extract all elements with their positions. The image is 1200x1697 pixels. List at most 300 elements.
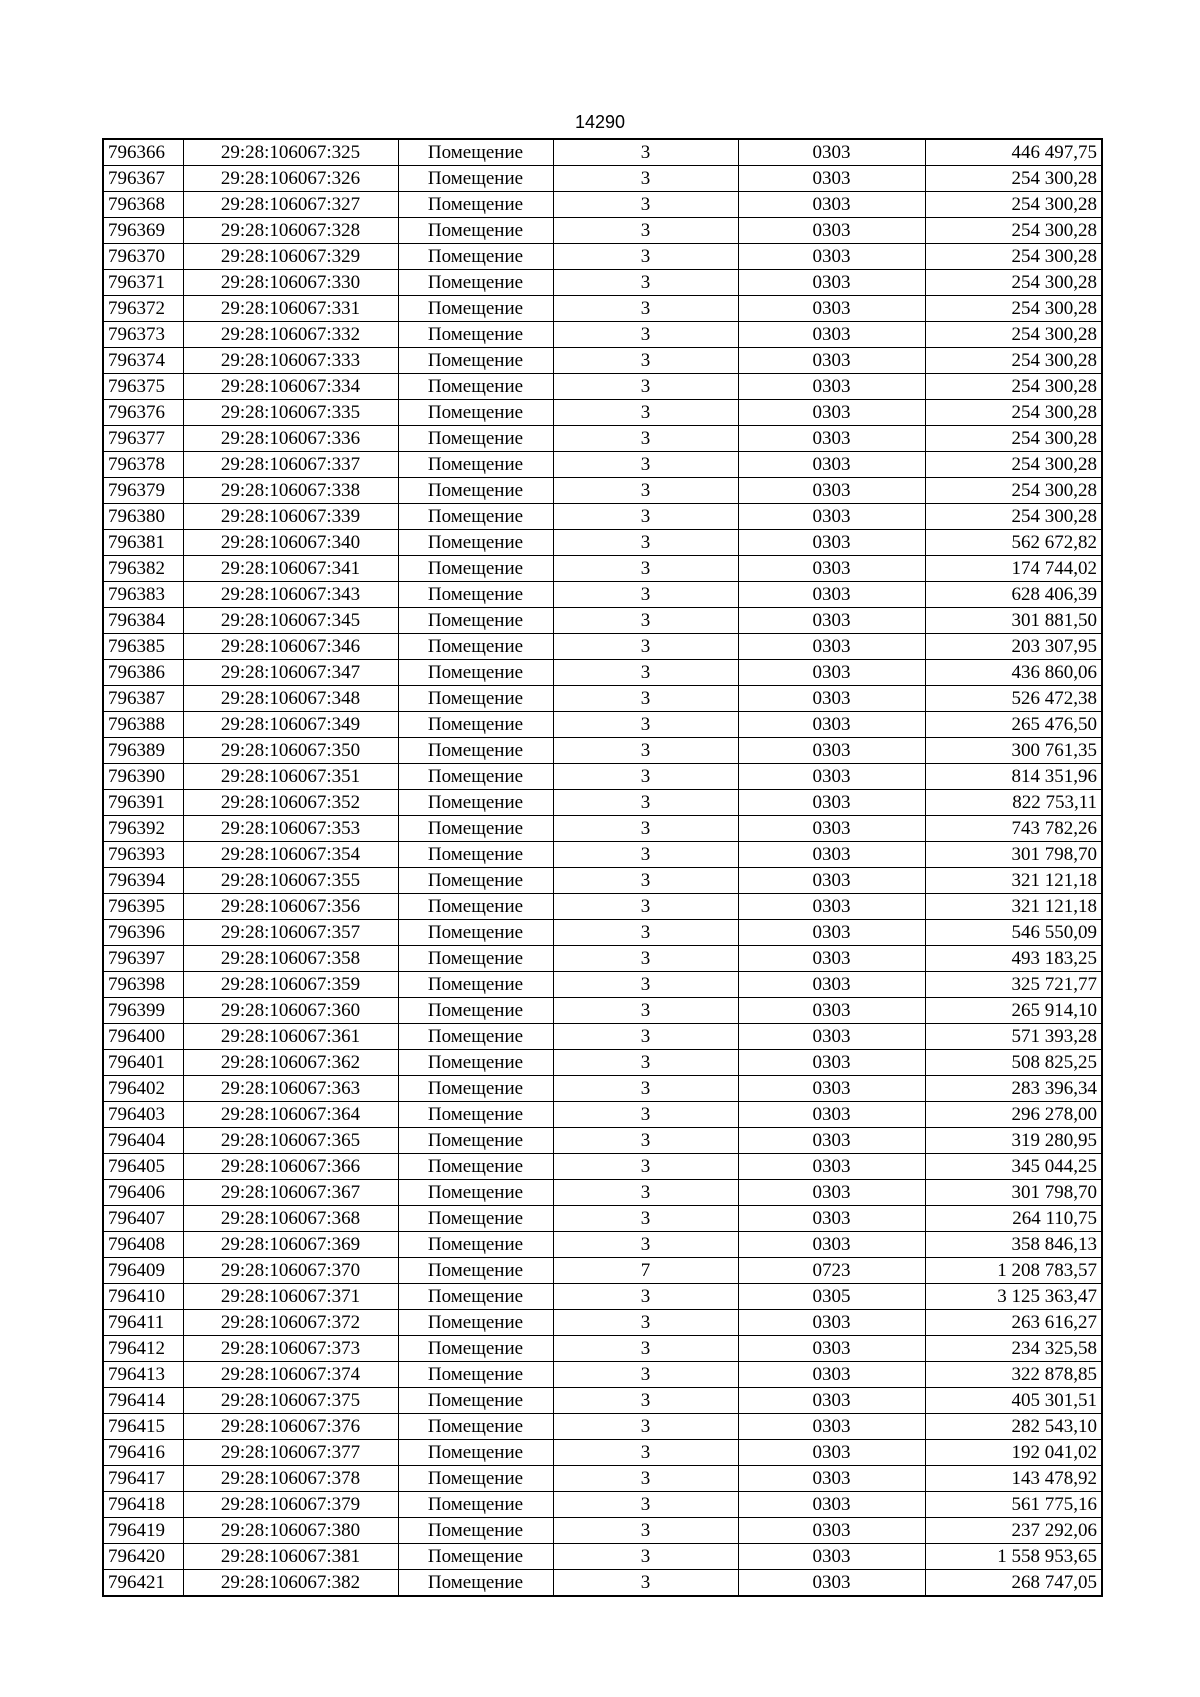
group-cell: 3 bbox=[553, 426, 738, 452]
code-cell: 0303 bbox=[738, 1414, 925, 1440]
cadastral-value-cell: 254 300,28 bbox=[925, 192, 1102, 218]
code-cell: 0303 bbox=[738, 556, 925, 582]
object-type-cell: Помещение bbox=[398, 1284, 553, 1310]
row-number-cell: 796420 bbox=[103, 1544, 183, 1570]
cadastral-value-cell: 265 476,50 bbox=[925, 712, 1102, 738]
table-row bbox=[103, 868, 1102, 894]
cadastral-number-cell: 29:28:106067:377 bbox=[183, 1440, 398, 1466]
object-type-cell: Помещение bbox=[398, 1232, 553, 1258]
object-type-cell: Помещение bbox=[398, 244, 553, 270]
cadastral-number-cell: 29:28:106067:381 bbox=[183, 1544, 398, 1570]
cadastral-value-cell: 265 914,10 bbox=[925, 998, 1102, 1024]
row-number-cell: 796405 bbox=[103, 1154, 183, 1180]
object-type-cell: Помещение bbox=[398, 1206, 553, 1232]
cadastral-value-cell: 546 550,09 bbox=[925, 920, 1102, 946]
row-number-cell: 796421 bbox=[103, 1570, 183, 1597]
cadastral-value-cell: 174 744,02 bbox=[925, 556, 1102, 582]
group-cell: 3 bbox=[553, 946, 738, 972]
object-type-cell: Помещение bbox=[398, 374, 553, 400]
object-type-cell: Помещение bbox=[398, 192, 553, 218]
cadastral-value-cell: 282 543,10 bbox=[925, 1414, 1102, 1440]
cadastral-number-cell: 29:28:106067:359 bbox=[183, 972, 398, 998]
cadastral-number-cell: 29:28:106067:363 bbox=[183, 1076, 398, 1102]
cadastral-value-cell: 325 721,77 bbox=[925, 972, 1102, 998]
cadastral-number-cell: 29:28:106067:375 bbox=[183, 1388, 398, 1414]
table-row bbox=[103, 166, 1102, 192]
table-row bbox=[103, 660, 1102, 686]
cadastral-number-cell: 29:28:106067:378 bbox=[183, 1466, 398, 1492]
code-cell: 0303 bbox=[738, 1102, 925, 1128]
group-cell: 3 bbox=[553, 270, 738, 296]
row-number-cell: 796368 bbox=[103, 192, 183, 218]
code-cell: 0303 bbox=[738, 816, 925, 842]
object-type-cell: Помещение bbox=[398, 868, 553, 894]
group-cell: 3 bbox=[553, 322, 738, 348]
cadastral-number-cell: 29:28:106067:369 bbox=[183, 1232, 398, 1258]
code-cell: 0303 bbox=[738, 686, 925, 712]
row-number-cell: 796412 bbox=[103, 1336, 183, 1362]
row-number-cell: 796376 bbox=[103, 400, 183, 426]
table-row bbox=[103, 764, 1102, 790]
row-number-cell: 796391 bbox=[103, 790, 183, 816]
group-cell: 3 bbox=[553, 1050, 738, 1076]
row-number-cell: 796399 bbox=[103, 998, 183, 1024]
cadastral-number-cell: 29:28:106067:330 bbox=[183, 270, 398, 296]
row-number-cell: 796408 bbox=[103, 1232, 183, 1258]
table-row bbox=[103, 1180, 1102, 1206]
code-cell: 0303 bbox=[738, 1544, 925, 1570]
table-row bbox=[103, 712, 1102, 738]
code-cell: 0303 bbox=[738, 400, 925, 426]
row-number-cell: 796383 bbox=[103, 582, 183, 608]
table-row bbox=[103, 1336, 1102, 1362]
cadastral-value-cell: 628 406,39 bbox=[925, 582, 1102, 608]
row-number-cell: 796413 bbox=[103, 1362, 183, 1388]
code-cell: 0303 bbox=[738, 296, 925, 322]
object-type-cell: Помещение bbox=[398, 634, 553, 660]
group-cell: 3 bbox=[553, 816, 738, 842]
code-cell: 0303 bbox=[738, 426, 925, 452]
cadastral-number-cell: 29:28:106067:365 bbox=[183, 1128, 398, 1154]
code-cell: 0303 bbox=[738, 1180, 925, 1206]
code-cell: 0303 bbox=[738, 1076, 925, 1102]
group-cell: 3 bbox=[553, 244, 738, 270]
cadastral-number-cell: 29:28:106067:374 bbox=[183, 1362, 398, 1388]
table-row bbox=[103, 1440, 1102, 1466]
row-number-cell: 796390 bbox=[103, 764, 183, 790]
table-row bbox=[103, 218, 1102, 244]
table-row bbox=[103, 1466, 1102, 1492]
cadastral-value-cell: 319 280,95 bbox=[925, 1128, 1102, 1154]
table-row bbox=[103, 1362, 1102, 1388]
group-cell: 3 bbox=[553, 582, 738, 608]
table-row bbox=[103, 139, 1102, 166]
object-type-cell: Помещение bbox=[398, 842, 553, 868]
table-row bbox=[103, 426, 1102, 452]
table-row bbox=[103, 1024, 1102, 1050]
cadastral-value-cell: 822 753,11 bbox=[925, 790, 1102, 816]
cadastral-number-cell: 29:28:106067:361 bbox=[183, 1024, 398, 1050]
row-number-cell: 796375 bbox=[103, 374, 183, 400]
table-row bbox=[103, 1388, 1102, 1414]
object-type-cell: Помещение bbox=[398, 426, 553, 452]
row-number-cell: 796400 bbox=[103, 1024, 183, 1050]
group-cell: 3 bbox=[553, 920, 738, 946]
row-number-cell: 796367 bbox=[103, 166, 183, 192]
cadastral-number-cell: 29:28:106067:346 bbox=[183, 634, 398, 660]
table-row bbox=[103, 686, 1102, 712]
table-row bbox=[103, 1492, 1102, 1518]
table-row bbox=[103, 1206, 1102, 1232]
object-type-cell: Помещение bbox=[398, 1492, 553, 1518]
cadastral-number-cell: 29:28:106067:352 bbox=[183, 790, 398, 816]
cadastral-value-cell: 300 761,35 bbox=[925, 738, 1102, 764]
table-row bbox=[103, 1570, 1102, 1597]
code-cell: 0303 bbox=[738, 998, 925, 1024]
row-number-cell: 796381 bbox=[103, 530, 183, 556]
object-type-cell: Помещение bbox=[398, 738, 553, 764]
object-type-cell: Помещение bbox=[398, 790, 553, 816]
row-number-cell: 796406 bbox=[103, 1180, 183, 1206]
group-cell: 3 bbox=[553, 1440, 738, 1466]
group-cell: 3 bbox=[553, 1544, 738, 1570]
cadastral-value-cell: 526 472,38 bbox=[925, 686, 1102, 712]
cadastral-value-cell: 237 292,06 bbox=[925, 1518, 1102, 1544]
row-number-cell: 796374 bbox=[103, 348, 183, 374]
object-type-cell: Помещение bbox=[398, 322, 553, 348]
object-type-cell: Помещение bbox=[398, 1440, 553, 1466]
table-row bbox=[103, 452, 1102, 478]
cadastral-value-cell: 321 121,18 bbox=[925, 894, 1102, 920]
group-cell: 3 bbox=[553, 1284, 738, 1310]
cadastral-number-cell: 29:28:106067:353 bbox=[183, 816, 398, 842]
cadastral-value-cell: 301 798,70 bbox=[925, 842, 1102, 868]
row-number-cell: 796373 bbox=[103, 322, 183, 348]
cadastral-value-cell: 1 558 953,65 bbox=[925, 1544, 1102, 1570]
cadastral-value-cell: 254 300,28 bbox=[925, 218, 1102, 244]
table-row bbox=[103, 296, 1102, 322]
cadastral-value-cell: 254 300,28 bbox=[925, 348, 1102, 374]
cadastral-value-cell: 562 672,82 bbox=[925, 530, 1102, 556]
code-cell: 0303 bbox=[738, 868, 925, 894]
table-row bbox=[103, 374, 1102, 400]
group-cell: 3 bbox=[553, 218, 738, 244]
cadastral-value-cell: 3 125 363,47 bbox=[925, 1284, 1102, 1310]
table-row bbox=[103, 1154, 1102, 1180]
table-row bbox=[103, 1310, 1102, 1336]
row-number-cell: 796384 bbox=[103, 608, 183, 634]
cadastral-number-cell: 29:28:106067:380 bbox=[183, 1518, 398, 1544]
cadastral-value-cell: 254 300,28 bbox=[925, 400, 1102, 426]
group-cell: 3 bbox=[553, 738, 738, 764]
row-number-cell: 796419 bbox=[103, 1518, 183, 1544]
cadastral-value-cell: 254 300,28 bbox=[925, 478, 1102, 504]
cadastral-value-cell: 814 351,96 bbox=[925, 764, 1102, 790]
group-cell: 3 bbox=[553, 790, 738, 816]
cadastral-number-cell: 29:28:106067:360 bbox=[183, 998, 398, 1024]
row-number-cell: 796387 bbox=[103, 686, 183, 712]
code-cell: 0303 bbox=[738, 946, 925, 972]
object-type-cell: Помещение bbox=[398, 686, 553, 712]
cadastral-value-cell: 268 747,05 bbox=[925, 1570, 1102, 1597]
code-cell: 0303 bbox=[738, 582, 925, 608]
object-type-cell: Помещение bbox=[398, 530, 553, 556]
cadastral-number-cell: 29:28:106067:328 bbox=[183, 218, 398, 244]
code-cell: 0303 bbox=[738, 1128, 925, 1154]
table-body bbox=[103, 139, 1102, 1596]
cadastral-number-cell: 29:28:106067:379 bbox=[183, 1492, 398, 1518]
group-cell: 3 bbox=[553, 1492, 738, 1518]
cadastral-value-cell: 743 782,26 bbox=[925, 816, 1102, 842]
object-type-cell: Помещение bbox=[398, 1336, 553, 1362]
code-cell: 0303 bbox=[738, 764, 925, 790]
object-type-cell: Помещение bbox=[398, 400, 553, 426]
object-type-cell: Помещение bbox=[398, 478, 553, 504]
table-row bbox=[103, 1518, 1102, 1544]
group-cell: 3 bbox=[553, 1336, 738, 1362]
object-type-cell: Помещение bbox=[398, 1544, 553, 1570]
cadastral-number-cell: 29:28:106067:337 bbox=[183, 452, 398, 478]
cadastral-value-table bbox=[102, 138, 1103, 1597]
group-cell: 3 bbox=[553, 1076, 738, 1102]
cadastral-number-cell: 29:28:106067:362 bbox=[183, 1050, 398, 1076]
cadastral-number-cell: 29:28:106067:338 bbox=[183, 478, 398, 504]
object-type-cell: Помещение bbox=[398, 712, 553, 738]
cadastral-number-cell: 29:28:106067:343 bbox=[183, 582, 398, 608]
table-row bbox=[103, 816, 1102, 842]
object-type-cell: Помещение bbox=[398, 582, 553, 608]
group-cell: 3 bbox=[553, 1024, 738, 1050]
cadastral-value-cell: 254 300,28 bbox=[925, 452, 1102, 478]
group-cell: 3 bbox=[553, 608, 738, 634]
table-row bbox=[103, 530, 1102, 556]
code-cell: 0303 bbox=[738, 634, 925, 660]
object-type-cell: Помещение bbox=[398, 556, 553, 582]
group-cell: 3 bbox=[553, 1466, 738, 1492]
code-cell: 0303 bbox=[738, 530, 925, 556]
cadastral-number-cell: 29:28:106067:348 bbox=[183, 686, 398, 712]
cadastral-number-cell: 29:28:106067:357 bbox=[183, 920, 398, 946]
object-type-cell: Помещение bbox=[398, 1570, 553, 1597]
object-type-cell: Помещение bbox=[398, 1102, 553, 1128]
code-cell: 0303 bbox=[738, 738, 925, 764]
code-cell: 0303 bbox=[738, 374, 925, 400]
group-cell: 3 bbox=[553, 1362, 738, 1388]
code-cell: 0303 bbox=[738, 166, 925, 192]
cadastral-number-cell: 29:28:106067:333 bbox=[183, 348, 398, 374]
cadastral-value-cell: 436 860,06 bbox=[925, 660, 1102, 686]
cadastral-value-cell: 358 846,13 bbox=[925, 1232, 1102, 1258]
cadastral-number-cell: 29:28:106067:351 bbox=[183, 764, 398, 790]
table-row bbox=[103, 1544, 1102, 1570]
group-cell: 3 bbox=[553, 686, 738, 712]
table-row bbox=[103, 608, 1102, 634]
row-number-cell: 796393 bbox=[103, 842, 183, 868]
cadastral-value-cell: 143 478,92 bbox=[925, 1466, 1102, 1492]
cadastral-number-cell: 29:28:106067:366 bbox=[183, 1154, 398, 1180]
row-number-cell: 796382 bbox=[103, 556, 183, 582]
cadastral-value-cell: 345 044,25 bbox=[925, 1154, 1102, 1180]
code-cell: 0303 bbox=[738, 192, 925, 218]
group-cell: 3 bbox=[553, 400, 738, 426]
row-number-cell: 796380 bbox=[103, 504, 183, 530]
cadastral-value-cell: 446 497,75 bbox=[925, 139, 1102, 166]
table-row bbox=[103, 504, 1102, 530]
cadastral-value-cell: 254 300,28 bbox=[925, 374, 1102, 400]
table-row bbox=[103, 998, 1102, 1024]
object-type-cell: Помещение bbox=[398, 1388, 553, 1414]
cadastral-number-cell: 29:28:106067:355 bbox=[183, 868, 398, 894]
object-type-cell: Помещение bbox=[398, 1310, 553, 1336]
row-number-cell: 796392 bbox=[103, 816, 183, 842]
cadastral-value-cell: 192 041,02 bbox=[925, 1440, 1102, 1466]
code-cell: 0303 bbox=[738, 504, 925, 530]
object-type-cell: Помещение bbox=[398, 920, 553, 946]
object-type-cell: Помещение bbox=[398, 1024, 553, 1050]
table-row bbox=[103, 244, 1102, 270]
cadastral-value-cell: 322 878,85 bbox=[925, 1362, 1102, 1388]
cadastral-value-cell: 301 881,50 bbox=[925, 608, 1102, 634]
row-number-cell: 796416 bbox=[103, 1440, 183, 1466]
code-cell: 0303 bbox=[738, 1388, 925, 1414]
row-number-cell: 796389 bbox=[103, 738, 183, 764]
row-number-cell: 796414 bbox=[103, 1388, 183, 1414]
object-type-cell: Помещение bbox=[398, 1258, 553, 1284]
row-number-cell: 796379 bbox=[103, 478, 183, 504]
code-cell: 0303 bbox=[738, 1206, 925, 1232]
cadastral-value-cell: 254 300,28 bbox=[925, 322, 1102, 348]
cadastral-value-cell: 283 396,34 bbox=[925, 1076, 1102, 1102]
row-number-cell: 796410 bbox=[103, 1284, 183, 1310]
cadastral-number-cell: 29:28:106067:347 bbox=[183, 660, 398, 686]
table-row bbox=[103, 1128, 1102, 1154]
object-type-cell: Помещение bbox=[398, 946, 553, 972]
cadastral-number-cell: 29:28:106067:331 bbox=[183, 296, 398, 322]
cadastral-number-cell: 29:28:106067:332 bbox=[183, 322, 398, 348]
code-cell: 0303 bbox=[738, 1336, 925, 1362]
table-row bbox=[103, 738, 1102, 764]
table-row bbox=[103, 946, 1102, 972]
group-cell: 3 bbox=[553, 712, 738, 738]
cadastral-number-cell: 29:28:106067:367 bbox=[183, 1180, 398, 1206]
table-row bbox=[103, 1076, 1102, 1102]
code-cell: 0303 bbox=[738, 244, 925, 270]
cadastral-number-cell: 29:28:106067:358 bbox=[183, 946, 398, 972]
group-cell: 7 bbox=[553, 1258, 738, 1284]
object-type-cell: Помещение bbox=[398, 1154, 553, 1180]
table-row bbox=[103, 582, 1102, 608]
code-cell: 0303 bbox=[738, 608, 925, 634]
code-cell: 0303 bbox=[738, 452, 925, 478]
group-cell: 3 bbox=[553, 1206, 738, 1232]
row-number-cell: 796418 bbox=[103, 1492, 183, 1518]
object-type-cell: Помещение bbox=[398, 972, 553, 998]
cadastral-number-cell: 29:28:106067:345 bbox=[183, 608, 398, 634]
row-number-cell: 796370 bbox=[103, 244, 183, 270]
cadastral-value-cell: 321 121,18 bbox=[925, 868, 1102, 894]
cadastral-number-cell: 29:28:106067:373 bbox=[183, 1336, 398, 1362]
code-cell: 0303 bbox=[738, 972, 925, 998]
group-cell: 3 bbox=[553, 1570, 738, 1597]
group-cell: 3 bbox=[553, 1414, 738, 1440]
code-cell: 0303 bbox=[738, 1232, 925, 1258]
cadastral-value-cell: 264 110,75 bbox=[925, 1206, 1102, 1232]
code-cell: 0303 bbox=[738, 790, 925, 816]
code-cell: 0303 bbox=[738, 894, 925, 920]
group-cell: 3 bbox=[553, 504, 738, 530]
page-number: 14290 bbox=[574, 112, 626, 132]
cadastral-number-cell: 29:28:106067:350 bbox=[183, 738, 398, 764]
table-row bbox=[103, 348, 1102, 374]
object-type-cell: Помещение bbox=[398, 998, 553, 1024]
object-type-cell: Помещение bbox=[398, 1466, 553, 1492]
object-type-cell: Помещение bbox=[398, 452, 553, 478]
row-number-cell: 796417 bbox=[103, 1466, 183, 1492]
object-type-cell: Помещение bbox=[398, 348, 553, 374]
cadastral-number-cell: 29:28:106067:329 bbox=[183, 244, 398, 270]
row-number-cell: 796403 bbox=[103, 1102, 183, 1128]
group-cell: 3 bbox=[553, 660, 738, 686]
cadastral-number-cell: 29:28:106067:336 bbox=[183, 426, 398, 452]
code-cell: 0303 bbox=[738, 712, 925, 738]
cadastral-number-cell: 29:28:106067:340 bbox=[183, 530, 398, 556]
row-number-cell: 796411 bbox=[103, 1310, 183, 1336]
group-cell: 3 bbox=[553, 1310, 738, 1336]
group-cell: 3 bbox=[553, 764, 738, 790]
cadastral-number-cell: 29:28:106067:364 bbox=[183, 1102, 398, 1128]
cadastral-number-cell: 29:28:106067:334 bbox=[183, 374, 398, 400]
cadastral-value-cell: 296 278,00 bbox=[925, 1102, 1102, 1128]
object-type-cell: Помещение bbox=[398, 139, 553, 166]
group-cell: 3 bbox=[553, 894, 738, 920]
object-type-cell: Помещение bbox=[398, 816, 553, 842]
row-number-cell: 796415 bbox=[103, 1414, 183, 1440]
code-cell: 0303 bbox=[738, 1362, 925, 1388]
table-row bbox=[103, 192, 1102, 218]
code-cell: 0303 bbox=[738, 1310, 925, 1336]
group-cell: 3 bbox=[553, 1388, 738, 1414]
cadastral-number-cell: 29:28:106067:354 bbox=[183, 842, 398, 868]
code-cell: 0303 bbox=[738, 1492, 925, 1518]
table-row bbox=[103, 556, 1102, 582]
cadastral-number-cell: 29:28:106067:382 bbox=[183, 1570, 398, 1597]
cadastral-value-cell: 1 208 783,57 bbox=[925, 1258, 1102, 1284]
table-row bbox=[103, 790, 1102, 816]
table-row bbox=[103, 842, 1102, 868]
group-cell: 3 bbox=[553, 452, 738, 478]
row-number-cell: 796395 bbox=[103, 894, 183, 920]
cadastral-number-cell: 29:28:106067:370 bbox=[183, 1258, 398, 1284]
table-row bbox=[103, 478, 1102, 504]
row-number-cell: 796385 bbox=[103, 634, 183, 660]
table-row bbox=[103, 1102, 1102, 1128]
code-cell: 0303 bbox=[738, 1154, 925, 1180]
object-type-cell: Помещение bbox=[398, 608, 553, 634]
object-type-cell: Помещение bbox=[398, 1128, 553, 1154]
code-cell: 0303 bbox=[738, 478, 925, 504]
group-cell: 3 bbox=[553, 1102, 738, 1128]
table-row bbox=[103, 1414, 1102, 1440]
cadastral-value-cell: 571 393,28 bbox=[925, 1024, 1102, 1050]
table-row bbox=[103, 1258, 1102, 1284]
group-cell: 3 bbox=[553, 1154, 738, 1180]
group-cell: 3 bbox=[553, 998, 738, 1024]
cadastral-number-cell: 29:28:106067:349 bbox=[183, 712, 398, 738]
group-cell: 3 bbox=[553, 530, 738, 556]
cadastral-number-cell: 29:28:106067:341 bbox=[183, 556, 398, 582]
group-cell: 3 bbox=[553, 868, 738, 894]
group-cell: 3 bbox=[553, 972, 738, 998]
